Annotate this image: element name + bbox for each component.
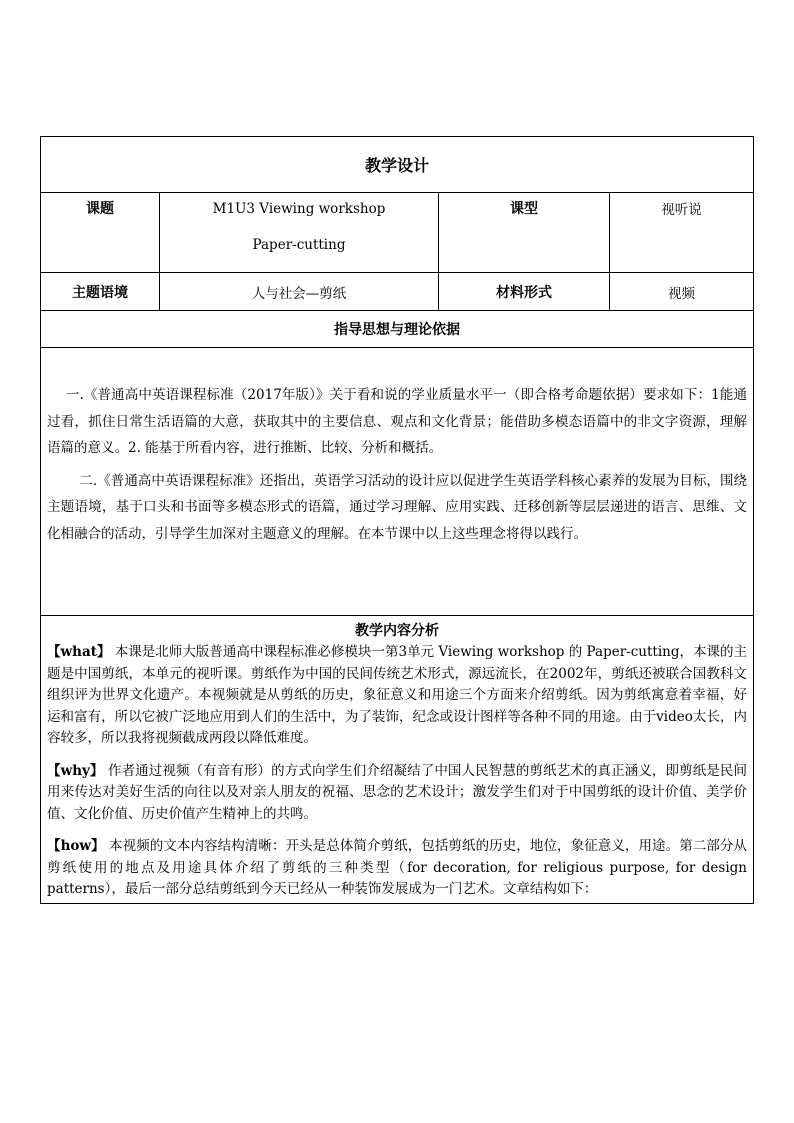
- what-text: 本课是北师大版普通高中课程标准必修模块一第3单元 Viewing workshop 的 Paper-cutting，本课的主题是中国剪纸，本单元的视听课。剪纸作为中国的民间传统艺术形式，源远流长，在2002年，剪纸还被联合国教科文组织评为世界文化遗产。本视频就是从剪纸的历史，象征意义和用途三个方面来介绍剪纸。因为剪纸寓意着幸福，好运和富有，所以它被广泛地应用到人们的生活中，为了装饰，纪念或设计图样等各种不同的用途。由于video太长，内容较多，所以我将视频截成两段以降低难度。: [47, 644, 748, 746]
- theme-row: [41, 273, 754, 311]
- topic-value: [160, 193, 439, 273]
- guide-body: [41, 348, 754, 616]
- content-cell: [41, 616, 754, 904]
- why-text: 作者通过视频（有音有形）的方式向学生们介绍凝结了中国人民智慧的剪纸艺术的真正涵义，即剪纸是民间用来传达对美好生活的向往以及对亲人朋友的祝福、思念的艺术设计；激发学生们对于中国剪纸的设计价值、美学价值、文化价值、历史价值产生精神上的共鸣。: [47, 762, 748, 822]
- why-tag: 【why】: [47, 762, 104, 779]
- type-label: 课型: [439, 193, 610, 273]
- topic-line-1: M1U3 Viewing workshop: [212, 201, 386, 217]
- content-row: [41, 616, 754, 904]
- what-paragraph: [47, 642, 747, 750]
- lesson-plan-table: [40, 136, 754, 904]
- document-title: 教学设计: [41, 137, 754, 193]
- topic-row: [41, 193, 754, 273]
- what-tag: 【what】: [47, 644, 111, 660]
- topic-line-2: Paper-cutting: [252, 237, 346, 253]
- guide-heading-row: [41, 311, 754, 348]
- content-heading: 教学内容分析: [355, 623, 439, 639]
- guide-paragraph-2: 二.《普通高中英语课程标准》还指出，英语学习活动的设计应以促进学生英语学科核心素养的发展为目标，围绕主题语境，基于口头和书面等多模态形式的语篇，通过学习理解、应用实践、迁移创新等层层递进的语言、思维、文化相融合的活动，引导学生加深对主题意义的理解。在本节课中以上这些理念将得以践行。: [47, 472, 748, 542]
- guide-body-row: [41, 348, 754, 616]
- content-body: [41, 642, 753, 903]
- context-label: 主题语境: [41, 273, 160, 311]
- title-row: [41, 137, 754, 193]
- context-value: 人与社会—剪纸: [160, 273, 439, 311]
- how-tag: 【how】: [47, 838, 105, 854]
- material-value: 视频: [610, 273, 754, 311]
- why-paragraph: [47, 761, 747, 826]
- topic-label: 课题: [41, 193, 160, 273]
- how-paragraph: [47, 836, 747, 901]
- how-text: 本视频的文本内容结构清晰：开头是总体简介剪纸，包括剪纸的历史，地位，象征意义，用途。第二部分从剪纸使用的地点及用途具体介绍了剪纸的三种类型（for decoration, for religious purpose, for design patterns），最后一部分总结剪纸到今天已经从一种装饰发展成为一门艺术。文章结构如下：: [47, 838, 748, 897]
- type-value: 视听说: [610, 193, 754, 273]
- guide-heading: 指导思想与理论依据: [41, 311, 754, 348]
- material-label: 材料形式: [439, 273, 610, 311]
- guide-paragraph-1: 一.《普通高中英语课程标准（2017年版）》关于看和说的学业质量水平一（即合格考命题依据）要求如下：1能通过看，抓住日常生活语篇的大意，获取其中的主要信息、观点和文化背景；能借助多模态语篇中的非文字资源，理解语篇的意义。2. 能基于所看内容，进行推断、比较、分析和概括。: [47, 387, 748, 456]
